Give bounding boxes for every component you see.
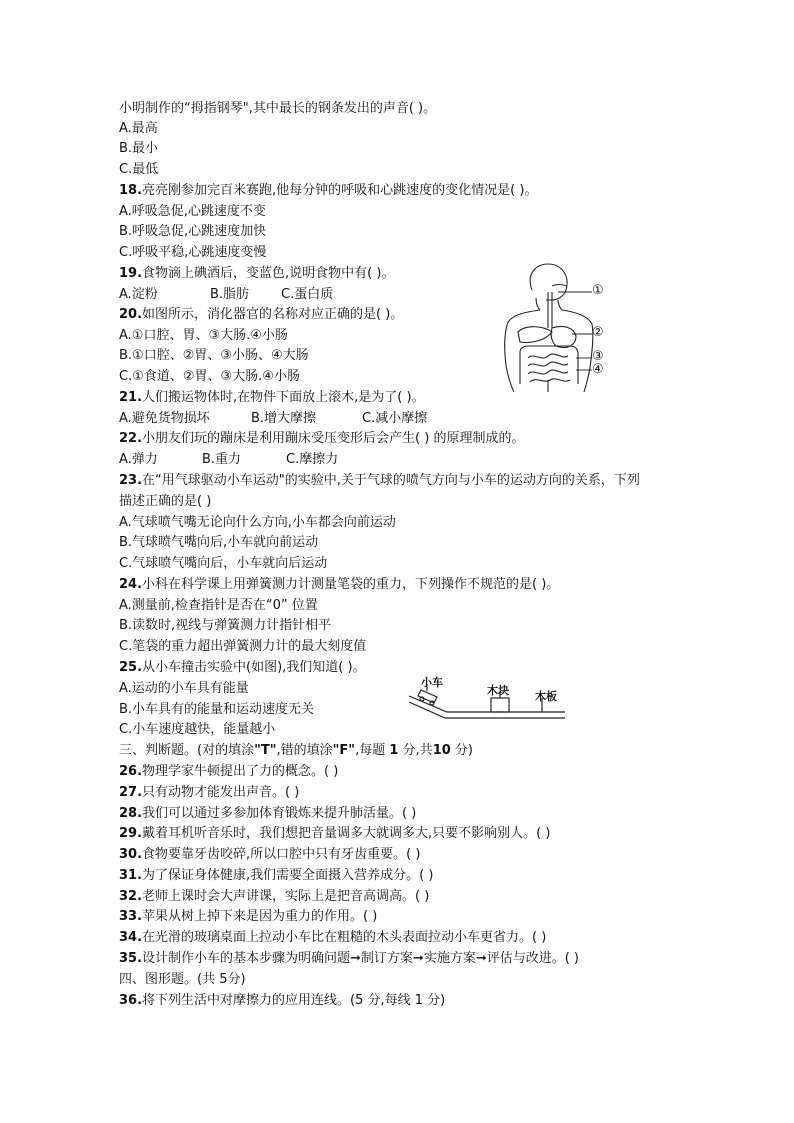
q17-option-a: A.最高 [119,121,158,136]
figure-label-1: ① [592,283,604,298]
q23-text: 在“用气球驱动小车运动"的实验中,关于气球的喷气方向与小车的运动方向的关系，下列 [142,473,640,488]
q21-option-a: A.避免货物损坏 [119,411,210,426]
section4-title: 四、图形题。(共 5分) [119,972,246,987]
figure-label-3: ③ [592,349,604,364]
q23-stem-continued: 描述正确的是( ) [119,494,212,509]
judge-item-number: 28. [119,806,143,821]
judge-item-number: 35. [119,951,143,966]
judge-item-text: 我们可以通过多参加体育锻炼来提升肺活量。( ) [142,806,417,821]
q17-stem: 小明制作的“拇指钢琴",其中最长的钢条发出的声音( )。 [119,101,437,116]
q25-number: 25. [119,660,143,675]
judge-item-text: 老师上课时会大声讲课，实际上是把音高调高。( ) [142,889,430,904]
cart-ramp-figure [407,674,567,722]
section3-points-each: 1 [389,743,399,758]
block-label: 木块 [487,684,509,697]
q22-number: 22. [119,431,143,446]
q19-number: 19. [119,266,143,281]
q24-option-a: A.测量前,检查指针是否在“0” 位置 [119,598,318,613]
q20-option-a: A.①口腔、胃、③大肠.④小肠 [119,328,288,343]
judge-item-number: 33. [119,909,143,924]
q22-options [119,450,338,470]
judge-item-text: 在光滑的玻璃桌面上拉动小车比在粗糙的木头表面拉动小车更省力。( ) [142,930,547,945]
judge-item-number: 30. [119,847,143,862]
q23-option-c: C.气球喷气嘴向后，小车就向后运动 [119,556,328,571]
section3-title-part-d: 分,共 [402,743,433,758]
judge-item-number: 34. [119,930,143,945]
q24-stem [119,575,559,595]
digestive-system-figure [492,262,612,394]
q22-stem [119,429,524,449]
q24-text: 小科在科学课上用弹簧测力计测量笔袋的重力，下列操作不规范的是( )。 [142,577,560,592]
q23-stem [119,471,640,491]
q18-option-b: B.呼吸急促,心跳速度加快 [119,224,267,239]
q20-number: 20. [119,307,143,322]
judge-item-28 [119,804,416,824]
judge-item-35 [119,949,579,969]
judge-item-27 [119,783,299,803]
q18-number: 18. [119,183,143,198]
q18-stem [119,181,537,201]
q24-option-b: B.读数时,视线与弹簧测力计指针相平 [119,618,332,633]
q20-text: 如图所示，消化器官的名称对应正确的是( )。 [142,307,404,322]
q18-text: 亮亮刚参加完百米赛跑,他每分钟的呼吸和心跳速度的变化情况是( )。 [142,183,538,198]
section3-title-part-c: ,每题 [355,743,386,758]
judge-item-text: 戴着耳机听音乐时，我们想把音量调多大就调多大,只要不影响别人。( ) [142,826,551,841]
q19-text: 食物滴上碘酒后，变蓝色,说明食物中有( )。 [142,266,395,281]
q25-stem [119,658,366,678]
q19-option-b: B.脂肪 [210,287,250,302]
cart-label: 小车 [421,676,443,689]
q17-option-c: C.最低 [119,162,159,177]
q36-number: 36. [119,993,143,1008]
judge-item-number: 32. [119,889,143,904]
judge-item-31 [119,866,433,886]
figure-label-2: ② [592,325,604,340]
section3-title-part-a: 三、判断题。(对的填涂 [119,743,255,758]
board-label: 木板 [535,690,557,703]
q17-option-b: B.最小 [119,141,159,156]
q20-option-c: C.①食道、②胃、③大肠.④小肠 [119,369,300,384]
judge-item-text: 只有动物才能发出声音。( ) [142,785,300,800]
judge-item-number: 29. [119,826,143,841]
section3-points-total: 10 [432,743,451,758]
judge-item-30 [119,845,420,865]
q25-option-b: B.小车具有的能量和运动速度无关 [119,702,315,717]
judge-item-text: 设计制作小车的基本步骤为明确问题➞制订方案➞实施方案➞评估与改进。( ) [142,951,579,966]
q36-stem [119,991,445,1011]
q36-text: 将下列生活中对摩擦力的应用连线。(5 分,每线 1 分) [142,993,446,1008]
section3-false-mark: "F" [332,743,356,758]
section3-true-mark: "T" [254,743,277,758]
q22-text: 小朋友们玩的蹦床是利用蹦床受压变形后会产生( ) 的原理制成的。 [142,431,525,446]
judge-item-text: 食物要靠牙齿咬碎,所以口腔中只有牙齿重要。( ) [142,847,421,862]
q24-option-c: C.笔袋的重力超出弹簧测力计的最大刻度值 [119,639,367,654]
q25-text: 从小车撞击实验中(如图),我们知道( )。 [142,660,366,675]
q18-option-a: A.呼吸急促,心跳速度不变 [119,204,266,219]
q19-options [119,285,333,305]
judge-item-32 [119,887,429,907]
q24-number: 24. [119,577,143,592]
judge-item-34 [119,928,546,948]
q22-option-c: C.摩擦力 [286,452,339,467]
q21-option-c: C.减小摩擦 [362,411,428,426]
q21-number: 21. [119,390,143,405]
judge-item-number: 27. [119,785,143,800]
q21-options [119,409,427,429]
q21-option-b: B.增大摩擦 [251,411,317,426]
q19-stem [119,264,394,284]
q21-stem [119,388,425,408]
judge-item-text: 物理学家牛顿提出了力的概念。( ) [142,764,339,779]
q25-option-c: C.小车速度越快，能量越小 [119,722,276,737]
q22-option-b: B.重力 [202,452,242,467]
q23-number: 23. [119,473,143,488]
q23-option-b: B.气球喷气嘴向后,小车就向前运动 [119,535,319,550]
section3-title-part-b: ,错的填涂 [276,743,333,758]
figure-label-4: ④ [592,362,604,377]
q20-option-b: B.①口腔、②胃、③小肠、④大肠 [119,348,309,363]
judge-item-number: 31. [119,868,143,883]
q21-text: 人们搬运物体时,在物件下面放上滚木,是为了( )。 [142,390,425,405]
q18-option-c: C.呼吸平稳,心跳速度变慢 [119,245,267,260]
judge-item-26 [119,762,338,782]
section3-title-part-e: 分) [454,743,473,758]
judge-item-text: 为了保证身体健康,我们需要全面摄入营养成分。( ) [142,868,434,883]
q19-option-a: A.淀粉 [119,287,158,302]
q22-option-a: A.弹力 [119,452,158,467]
q25-option-a: A.运动的小车具有能量 [119,681,249,696]
section3-title [119,741,473,761]
judge-item-text: 苹果从树上掉下来是因为重力的作用。( ) [142,909,378,924]
judge-item-29 [119,824,550,844]
q23-option-a: A.气球喷气嘴无论向什么方向,小车都会向前运动 [119,515,396,530]
q20-stem [119,305,403,325]
judge-item-33 [119,907,377,927]
judge-item-number: 26. [119,764,143,779]
q19-option-c: C.蛋白质 [281,287,334,302]
